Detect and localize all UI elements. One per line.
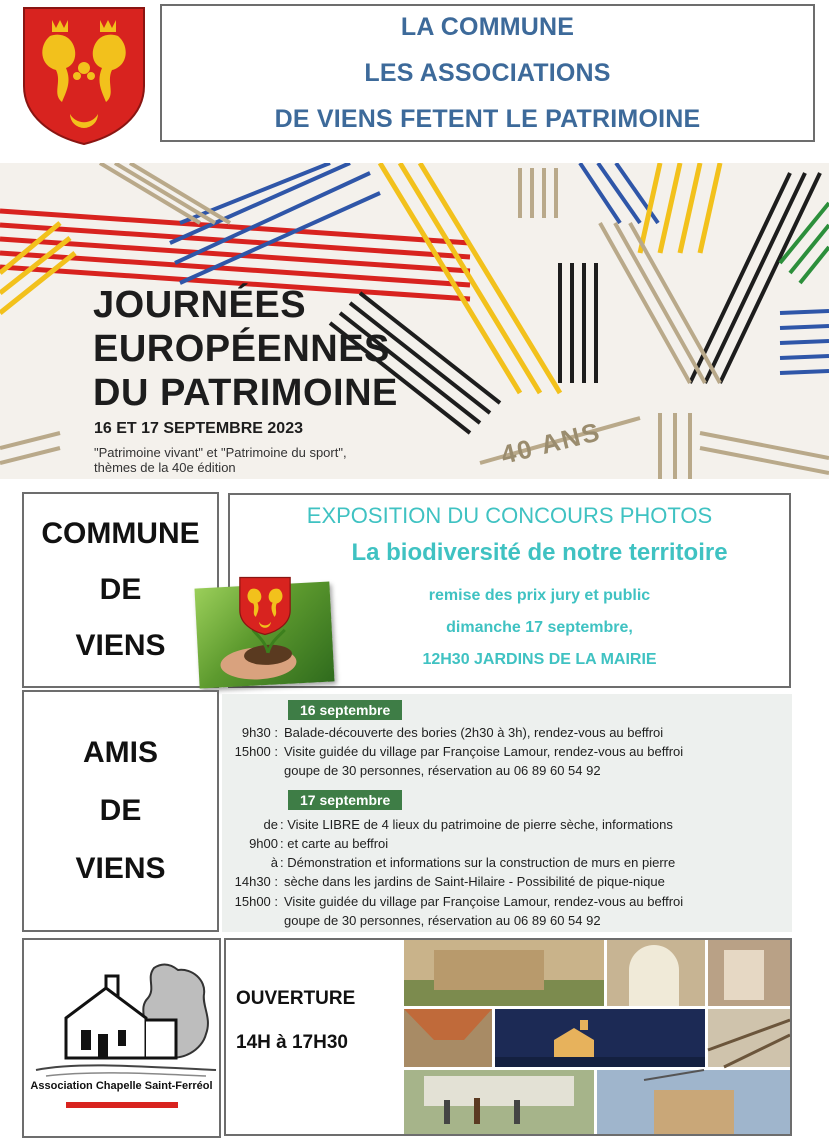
program-day1-badge: 16 septembre	[288, 700, 402, 720]
chapelle-logo-box	[22, 938, 221, 1138]
banner-title-line-2: EUROPÉENNES	[93, 328, 390, 370]
program-day2-badge: 17 septembre	[288, 790, 402, 810]
program-day2-item-5: Visite guidée du village par Françoise Lamour, rendez-vous au beffroi	[284, 894, 684, 909]
commune-label-line-2: DE	[99, 573, 142, 606]
commune-label-line-1: COMMUNE	[41, 517, 200, 550]
program-day2-item-2: : et carte au beffroi	[280, 836, 389, 851]
program-day1-item-1: Balade-découverte des bories (2h30 à 3h), rendez-vous au beffroi	[284, 725, 664, 740]
amis-label-line-1: AMIS	[83, 736, 158, 769]
coat-of-arms-small	[239, 576, 291, 636]
banner-subtitle	[94, 445, 347, 475]
expo-theme: La biodiversité de notre territoire	[351, 539, 728, 566]
coat-of-arms	[22, 6, 146, 146]
banner-subtitle-line-1: "Patrimoine vivant" et "Patrimoine du sport",	[94, 445, 347, 460]
expo-awards-line: remise des prix jury et public	[428, 587, 651, 604]
program-day2-time-2: 9h00	[249, 836, 278, 851]
expo-heading: EXPOSITION DU CONCOURS PHOTOS	[306, 503, 713, 528]
header-line-2: LES ASSOCIATIONS	[364, 59, 611, 87]
banner-dates: 16 ET 17 SEPTEMBRE 2023	[94, 420, 303, 437]
amis-label-box	[22, 690, 219, 932]
program-day1-item-2: Visite guidée du village par Françoise Lamour, rendez-vous au beffroi	[284, 744, 684, 759]
program-schedule	[222, 694, 792, 932]
expo-date-line: dimanche 17 septembre,	[446, 619, 633, 636]
program-day2-item-4: sèche dans les jardins de Saint-Hilaire - Possibilité de pique-nique	[284, 874, 665, 889]
commune-label-line-3: VIENS	[75, 629, 166, 662]
chapelle-association-name: Association Chapelle Saint-Ferréol	[30, 1080, 213, 1092]
opening-label: OUVERTURE	[236, 988, 356, 1009]
program-day1-time-1: 9h30 :	[241, 725, 278, 740]
banner-title-line-3: DU PATRIMOINE	[93, 372, 398, 414]
header-title-box	[160, 4, 815, 142]
program-day2-time-5: 15h00 :	[234, 894, 278, 909]
chapel-photo-collage	[404, 940, 790, 1134]
banner-subtitle-line-2: thèmes de la 40e édition	[94, 460, 236, 475]
header-line-3: DE VIENS FETENT LE PATRIMOINE	[274, 105, 701, 133]
opening-hours: 14H à 17H30	[236, 1032, 348, 1053]
program-day2-item-1: : Visite LIBRE de 4 lieux du patrimoine de pierre sèche, informations	[280, 817, 673, 832]
expo-place-line: 12H30 JARDINS DE LA MAIRIE	[422, 651, 657, 668]
program-day2-time-3: à	[270, 855, 278, 870]
opening-box	[224, 938, 792, 1136]
commune-label-box	[22, 492, 219, 688]
header-line-1: LA COMMUNE	[400, 13, 575, 41]
amis-label-line-2: DE	[99, 794, 142, 827]
program-day2-item-6: goupe de 30 personnes, réservation au 06 89 60 54 92	[284, 913, 601, 928]
banner-title-line-1: JOURNÉES	[93, 284, 307, 326]
program-day2-time-4: 14h30 :	[234, 874, 278, 889]
chapel-drawing	[26, 958, 221, 1098]
program-day2-time-1: de	[263, 817, 278, 832]
anniversary-label: 40 ANS	[497, 416, 605, 470]
banner-title	[93, 283, 398, 415]
program-day1-time-2: 15h00 :	[234, 744, 278, 759]
heritage-days-banner	[0, 163, 829, 479]
chapelle-red-bar	[66, 1102, 178, 1108]
program-day1-item-3: goupe de 30 personnes, réservation au 06 89 60 54 92	[284, 763, 601, 778]
photo-roof-frame	[708, 1009, 790, 1067]
amis-label-line-3: VIENS	[75, 852, 166, 885]
program-day2-item-3: : Démonstration et informations sur la construction de murs en pierre	[280, 855, 676, 870]
